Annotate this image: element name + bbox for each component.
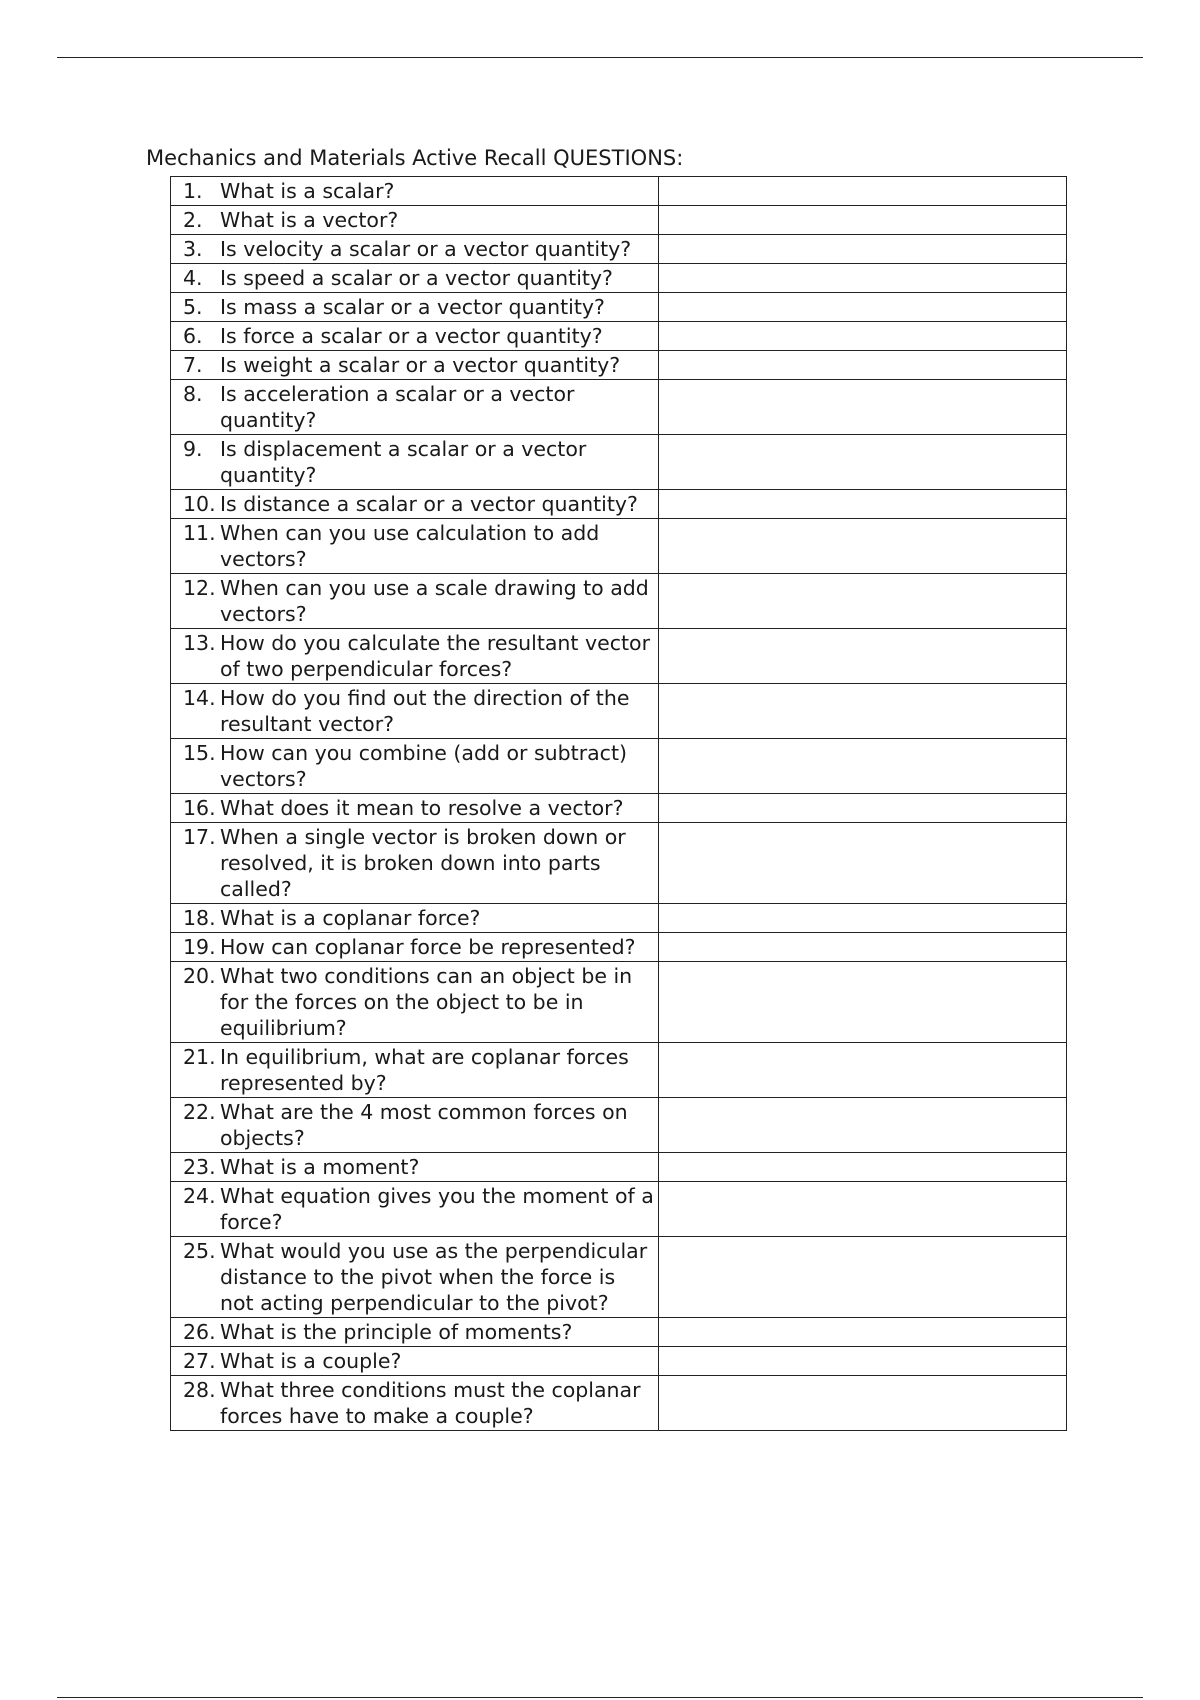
question-number: 10. (183, 492, 216, 516)
question-text: Is weight a scalar or a vector quantity? (220, 353, 621, 377)
answer-cell[interactable] (659, 1376, 1067, 1431)
question-cell (171, 823, 659, 904)
question-cell (171, 380, 659, 435)
question-row (171, 1347, 1067, 1376)
question-cell (171, 435, 659, 490)
question-cell (171, 235, 659, 264)
question-cell (171, 322, 659, 351)
question-text: Is displacement a scalar or a vector quantity? (220, 437, 587, 487)
question-row (171, 823, 1067, 904)
answer-cell[interactable] (659, 293, 1067, 322)
answer-cell[interactable] (659, 823, 1067, 904)
question-text: What is the principle of moments? (220, 1320, 573, 1344)
question-row (171, 1182, 1067, 1237)
question-row (171, 1043, 1067, 1098)
question-text: What two conditions can an object be in for the forces on the object to be in equilibrium? (220, 964, 633, 1040)
question-cell (171, 490, 659, 519)
question-row (171, 962, 1067, 1043)
answer-cell[interactable] (659, 519, 1067, 574)
question-cell (171, 1153, 659, 1182)
answer-cell[interactable] (659, 490, 1067, 519)
question-cell (171, 1376, 659, 1431)
question-text: Is distance a scalar or a vector quantity? (220, 492, 638, 516)
answer-cell[interactable] (659, 1237, 1067, 1318)
answer-cell[interactable] (659, 322, 1067, 351)
header-rule (57, 57, 1143, 58)
question-text: What is a coplanar force? (220, 906, 481, 930)
question-row (171, 629, 1067, 684)
question-number: 4. (183, 266, 203, 290)
question-number: 15. (183, 741, 216, 765)
question-cell (171, 739, 659, 794)
question-text: When can you use calculation to add vectors? (220, 521, 600, 571)
question-cell (171, 629, 659, 684)
question-row (171, 904, 1067, 933)
question-row (171, 1098, 1067, 1153)
question-cell (171, 962, 659, 1043)
question-row (171, 1318, 1067, 1347)
question-number: 6. (183, 324, 203, 348)
question-cell (171, 177, 659, 206)
question-number: 27. (183, 1349, 216, 1373)
answer-cell[interactable] (659, 177, 1067, 206)
answer-cell[interactable] (659, 1043, 1067, 1098)
answer-cell[interactable] (659, 1318, 1067, 1347)
answer-cell[interactable] (659, 380, 1067, 435)
question-cell (171, 904, 659, 933)
question-row (171, 322, 1067, 351)
question-row (171, 435, 1067, 490)
question-row (171, 684, 1067, 739)
question-text: Is force a scalar or a vector quantity? (220, 324, 603, 348)
answer-cell[interactable] (659, 1182, 1067, 1237)
question-cell (171, 574, 659, 629)
question-number: 2. (183, 208, 203, 232)
answer-cell[interactable] (659, 794, 1067, 823)
question-text: How do you calculate the resultant vector of two perpendicular forces? (220, 631, 650, 681)
question-cell (171, 1318, 659, 1347)
question-row (171, 490, 1067, 519)
questions-table (170, 176, 1067, 1431)
question-row (171, 235, 1067, 264)
question-row (171, 1237, 1067, 1318)
question-text: What is a vector? (220, 208, 399, 232)
question-text: Is mass a scalar or a vector quantity? (220, 295, 605, 319)
question-text: How can you combine (add or subtract) vectors? (220, 741, 627, 791)
answer-cell[interactable] (659, 264, 1067, 293)
question-row (171, 264, 1067, 293)
question-cell (171, 351, 659, 380)
question-number: 3. (183, 237, 203, 261)
question-row (171, 933, 1067, 962)
question-number: 22. (183, 1100, 216, 1124)
answer-cell[interactable] (659, 1098, 1067, 1153)
question-text: What three conditions must the coplanar forces have to make a couple? (220, 1378, 641, 1428)
question-cell (171, 1237, 659, 1318)
question-number: 1. (183, 179, 203, 203)
question-number: 9. (183, 437, 203, 461)
question-number: 20. (183, 964, 216, 988)
question-text: What are the 4 most common forces on objects? (220, 1100, 628, 1150)
answer-cell[interactable] (659, 629, 1067, 684)
question-cell (171, 1098, 659, 1153)
question-cell (171, 933, 659, 962)
answer-cell[interactable] (659, 904, 1067, 933)
question-row (171, 351, 1067, 380)
question-row (171, 1153, 1067, 1182)
question-text: What equation gives you the moment of a force? (220, 1184, 654, 1234)
question-row (171, 794, 1067, 823)
question-text: How do you find out the direction of the resultant vector? (220, 686, 630, 736)
question-number: 17. (183, 825, 216, 849)
question-cell (171, 1182, 659, 1237)
question-row (171, 177, 1067, 206)
question-text: What would you use as the perpendicular distance to the pivot when the force is not acting perpendicular to the pivot? (220, 1239, 648, 1315)
question-number: 16. (183, 796, 216, 820)
questions-table-body (171, 177, 1067, 1431)
question-text: What is a moment? (220, 1155, 420, 1179)
question-row (171, 293, 1067, 322)
question-number: 11. (183, 521, 216, 545)
question-row (171, 739, 1067, 794)
answer-cell[interactable] (659, 933, 1067, 962)
question-number: 25. (183, 1239, 216, 1263)
question-text: How can coplanar force be represented? (220, 935, 636, 959)
answer-cell[interactable] (659, 235, 1067, 264)
answer-cell[interactable] (659, 962, 1067, 1043)
answer-cell[interactable] (659, 574, 1067, 629)
question-cell (171, 293, 659, 322)
question-text: Is acceleration a scalar or a vector quantity? (220, 382, 575, 432)
question-text: When a single vector is broken down or resolved, it is broken down into parts called? (220, 825, 626, 901)
answer-cell[interactable] (659, 1153, 1067, 1182)
question-text: In equilibrium, what are coplanar forces represented by? (220, 1045, 629, 1095)
answer-cell[interactable] (659, 739, 1067, 794)
question-number: 13. (183, 631, 216, 655)
question-cell (171, 206, 659, 235)
question-cell (171, 684, 659, 739)
question-number: 18. (183, 906, 216, 930)
answer-cell[interactable] (659, 206, 1067, 235)
question-row (171, 574, 1067, 629)
answer-cell[interactable] (659, 435, 1067, 490)
question-number: 24. (183, 1184, 216, 1208)
question-text: When can you use a scale drawing to add vectors? (220, 576, 649, 626)
question-cell (171, 794, 659, 823)
question-row (171, 519, 1067, 574)
question-text: What is a scalar? (220, 179, 395, 203)
answer-cell[interactable] (659, 1347, 1067, 1376)
answer-cell[interactable] (659, 684, 1067, 739)
question-number: 5. (183, 295, 203, 319)
question-number: 8. (183, 382, 203, 406)
question-row (171, 206, 1067, 235)
question-text: Is velocity a scalar or a vector quantity? (220, 237, 632, 261)
question-number: 7. (183, 353, 203, 377)
question-number: 21. (183, 1045, 216, 1069)
question-cell (171, 1043, 659, 1098)
question-number: 12. (183, 576, 216, 600)
question-text: Is speed a scalar or a vector quantity? (220, 266, 613, 290)
question-text: What does it mean to resolve a vector? (220, 796, 624, 820)
page-title: Mechanics and Materials Active Recall QUESTIONS: (146, 146, 684, 170)
question-cell (171, 264, 659, 293)
question-text: What is a couple? (220, 1349, 402, 1373)
footer-rule (57, 1697, 1143, 1698)
question-number: 19. (183, 935, 216, 959)
question-number: 14. (183, 686, 216, 710)
question-cell (171, 1347, 659, 1376)
answer-cell[interactable] (659, 351, 1067, 380)
question-number: 26. (183, 1320, 216, 1344)
question-row (171, 380, 1067, 435)
question-cell (171, 519, 659, 574)
question-row (171, 1376, 1067, 1431)
question-number: 28. (183, 1378, 216, 1402)
question-number: 23. (183, 1155, 216, 1179)
